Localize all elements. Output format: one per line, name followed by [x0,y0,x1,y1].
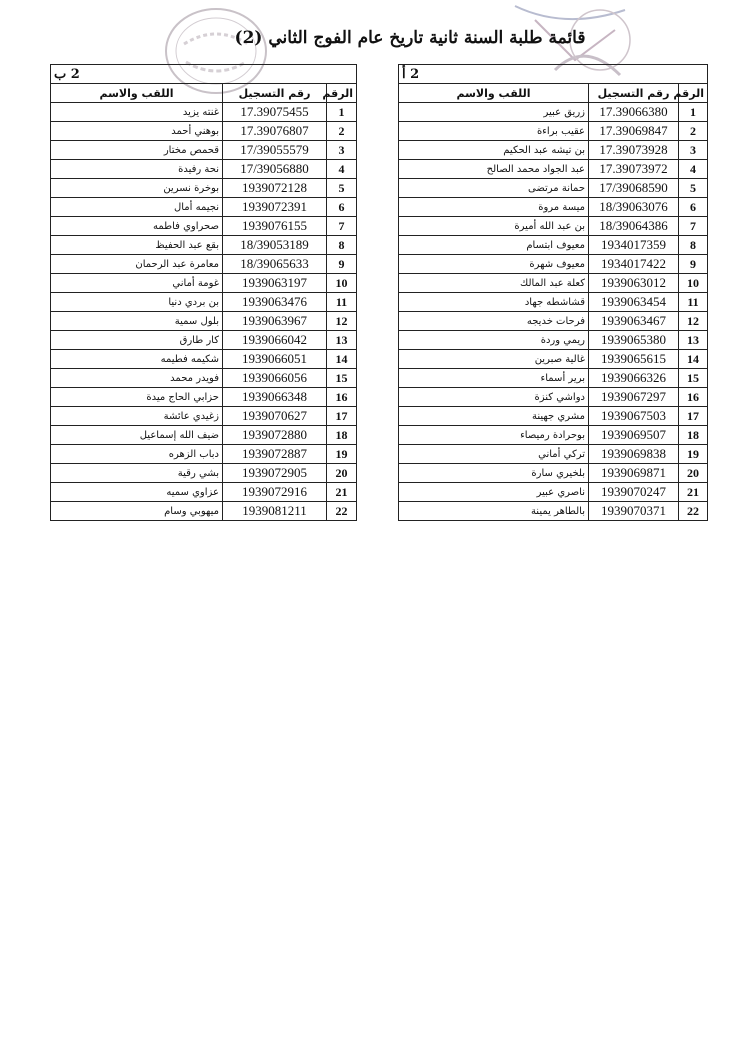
row-number: 1 [327,103,357,122]
registration-number: 1939072887 [223,445,327,464]
row-number: 20 [679,464,708,483]
column-header-registration: رقم التسجيل [223,84,327,103]
registration-number: 17.39073972 [589,160,679,179]
row-number: 14 [679,350,708,369]
roster-table-group-2b [50,64,357,521]
registration-number: 1939070371 [589,502,679,521]
registration-number: 17.39076807 [223,122,327,141]
registration-number: 17.39073928 [589,141,679,160]
row-number: 12 [679,312,708,331]
registration-number: 1934017422 [589,255,679,274]
registration-number: 1939076155 [223,217,327,236]
row-number: 10 [327,274,357,293]
student-name: دواشي كنزة [399,388,589,407]
row-number: 10 [679,274,708,293]
row-number: 11 [679,293,708,312]
student-name: فويدر محمد [51,369,223,388]
table-row [399,312,708,331]
registration-number: 1934017359 [589,236,679,255]
row-number: 7 [679,217,708,236]
row-number: 6 [327,198,357,217]
table-row [399,122,708,141]
table-row [51,502,357,521]
column-header-registration: رقم التسجيل [589,84,679,103]
registration-number: 1939063012 [589,274,679,293]
row-number: 3 [327,141,357,160]
column-header-name: اللقب والاسم [399,84,589,103]
student-name: قشاشطه جهاد [399,293,589,312]
registration-number: 1939063967 [223,312,327,331]
registration-number: 1939072880 [223,426,327,445]
table-row [51,179,357,198]
table-row [399,350,708,369]
registration-number: 1939069507 [589,426,679,445]
registration-number: 1939066042 [223,331,327,350]
student-name: شكيمه فطيمه [51,350,223,369]
student-name: نحة رفيدة [51,160,223,179]
row-number: 4 [327,160,357,179]
student-name: عزاوي سميه [51,483,223,502]
row-number: 1 [679,103,708,122]
table-row [399,483,708,502]
student-name: كعلة عبد المالك [399,274,589,293]
row-number: 2 [327,122,357,141]
registration-number: 1939063197 [223,274,327,293]
table-row [51,274,357,293]
student-name: نجيمه أمال [51,198,223,217]
table-row [51,350,357,369]
table-row [51,483,357,502]
table-row [399,388,708,407]
row-number: 12 [327,312,357,331]
registration-number: 17/39068590 [589,179,679,198]
table-row [51,312,357,331]
student-name: ناصري عبير [399,483,589,502]
student-name: بن تيشه عبد الحكيم [399,141,589,160]
row-number: 16 [679,388,708,407]
row-number: 22 [327,502,357,521]
student-name: بالطاهر يمينة [399,502,589,521]
student-name: بن عبد الله أميرة [399,217,589,236]
column-header-number: الرقم [679,84,708,103]
student-name: صحراوي فاطمه [51,217,223,236]
registration-number: 1939072916 [223,483,327,502]
table-row [399,502,708,521]
student-name: قحمص مختار [51,141,223,160]
roster-table-group-2a [398,64,708,521]
row-number: 5 [327,179,357,198]
registration-number: 1939072905 [223,464,327,483]
table-row [51,122,357,141]
table-row [399,426,708,445]
student-name: بوخرة نسرين [51,179,223,198]
table-row [51,255,357,274]
student-name: معامرة عبد الرحمان [51,255,223,274]
student-name: حزابي الحاج ميدة [51,388,223,407]
registration-number: 1939063476 [223,293,327,312]
student-name: عقيب براءة [399,122,589,141]
row-number: 6 [679,198,708,217]
table-row [51,293,357,312]
registration-number: 1939067503 [589,407,679,426]
table-row [399,274,708,293]
table-row [399,464,708,483]
table-body [51,103,357,521]
table-row [399,331,708,350]
row-number: 17 [327,407,357,426]
table-row [399,293,708,312]
row-number: 13 [327,331,357,350]
table-row [399,407,708,426]
student-name: بشي رقية [51,464,223,483]
table-row [51,464,357,483]
table-row [399,160,708,179]
registration-number: 17/39055579 [223,141,327,160]
table-row [399,445,708,464]
table-row [51,198,357,217]
row-number: 8 [327,236,357,255]
student-name: ريمي وردة [399,331,589,350]
row-number: 18 [327,426,357,445]
registration-number: 1939065380 [589,331,679,350]
table-row [399,236,708,255]
student-name: غالية صبرين [399,350,589,369]
registration-number: 18/39064386 [589,217,679,236]
registration-number: 17.39066380 [589,103,679,122]
row-number: 5 [679,179,708,198]
row-number: 18 [679,426,708,445]
row-number: 22 [679,502,708,521]
registration-number: 17.39075455 [223,103,327,122]
student-name: بقع عبد الحفيظ [51,236,223,255]
student-name: حمانة مرتضى [399,179,589,198]
table-row [399,369,708,388]
registration-number: 1939066348 [223,388,327,407]
table-row [399,179,708,198]
column-header-name: اللقب والاسم [51,84,223,103]
student-name: ضيف الله إسماعيل [51,426,223,445]
student-name: غومة أماني [51,274,223,293]
registration-number: 1939081211 [223,502,327,521]
row-number: 7 [327,217,357,236]
table-row [51,331,357,350]
registration-number: 1939065615 [589,350,679,369]
table-row [51,407,357,426]
table-row [399,103,708,122]
registration-number: 1939066056 [223,369,327,388]
table-row [51,369,357,388]
table-row [399,141,708,160]
student-name: بلول سمية [51,312,223,331]
registration-number: 18/39053189 [223,236,327,255]
table-row [399,255,708,274]
student-name: بوحرادة رميصاء [399,426,589,445]
student-name: زغيدي عائشة [51,407,223,426]
student-name: غنته يزيد [51,103,223,122]
registration-number: 18/39065633 [223,255,327,274]
student-name: بن بردي دنيا [51,293,223,312]
student-name: فرحات خديجه [399,312,589,331]
table-row [51,141,357,160]
registration-number: 1939063467 [589,312,679,331]
row-number: 13 [679,331,708,350]
student-name: معيوف شهرة [399,255,589,274]
registration-number: 17.39069847 [589,122,679,141]
registration-number: 1939072391 [223,198,327,217]
registration-number: 18/39063076 [589,198,679,217]
student-name: تركي أماني [399,445,589,464]
student-name: معيوف ابتسام [399,236,589,255]
row-number: 21 [327,483,357,502]
row-number: 15 [327,369,357,388]
row-number: 2 [679,122,708,141]
student-name: كار طارق [51,331,223,350]
table-body [399,103,708,521]
row-number: 3 [679,141,708,160]
registration-number: 1939066051 [223,350,327,369]
row-number: 19 [327,445,357,464]
table-row [51,426,357,445]
group-label: 2 ب [51,65,357,84]
table-row [399,198,708,217]
row-number: 9 [679,255,708,274]
student-name: مشري جهينة [399,407,589,426]
student-name: برير أسماء [399,369,589,388]
row-number: 19 [679,445,708,464]
table-row [51,445,357,464]
table-row [51,388,357,407]
registration-number: 1939070247 [589,483,679,502]
row-number: 21 [679,483,708,502]
registration-number: 1939070627 [223,407,327,426]
student-name: زريق عبير [399,103,589,122]
student-name: بوهني أحمد [51,122,223,141]
row-number: 4 [679,160,708,179]
registration-number: 1939066326 [589,369,679,388]
row-number: 9 [327,255,357,274]
table-row [51,236,357,255]
row-number: 8 [679,236,708,255]
page-title: قائمة طلبة السنة ثانية تاريخ عام الفوج الثاني (2) [234,28,586,48]
student-name: دباب الزهره [51,445,223,464]
table-row [399,217,708,236]
student-name: ميسة مروة [399,198,589,217]
row-number: 11 [327,293,357,312]
column-header-number: الرقم [327,84,357,103]
registration-number: 1939063454 [589,293,679,312]
row-number: 17 [679,407,708,426]
student-name: ميهوبي وسام [51,502,223,521]
row-number: 15 [679,369,708,388]
registration-number: 1939069871 [589,464,679,483]
registration-number: 1939069838 [589,445,679,464]
table-row [51,103,357,122]
group-label: 2 أ [399,65,708,84]
student-name: بلخيري سارة [399,464,589,483]
table-row [51,160,357,179]
registration-number: 1939067297 [589,388,679,407]
student-name: عبد الجواد محمد الصالح [399,160,589,179]
registration-number: 17/39056880 [223,160,327,179]
row-number: 14 [327,350,357,369]
row-number: 16 [327,388,357,407]
registration-number: 1939072128 [223,179,327,198]
table-row [51,217,357,236]
row-number: 20 [327,464,357,483]
